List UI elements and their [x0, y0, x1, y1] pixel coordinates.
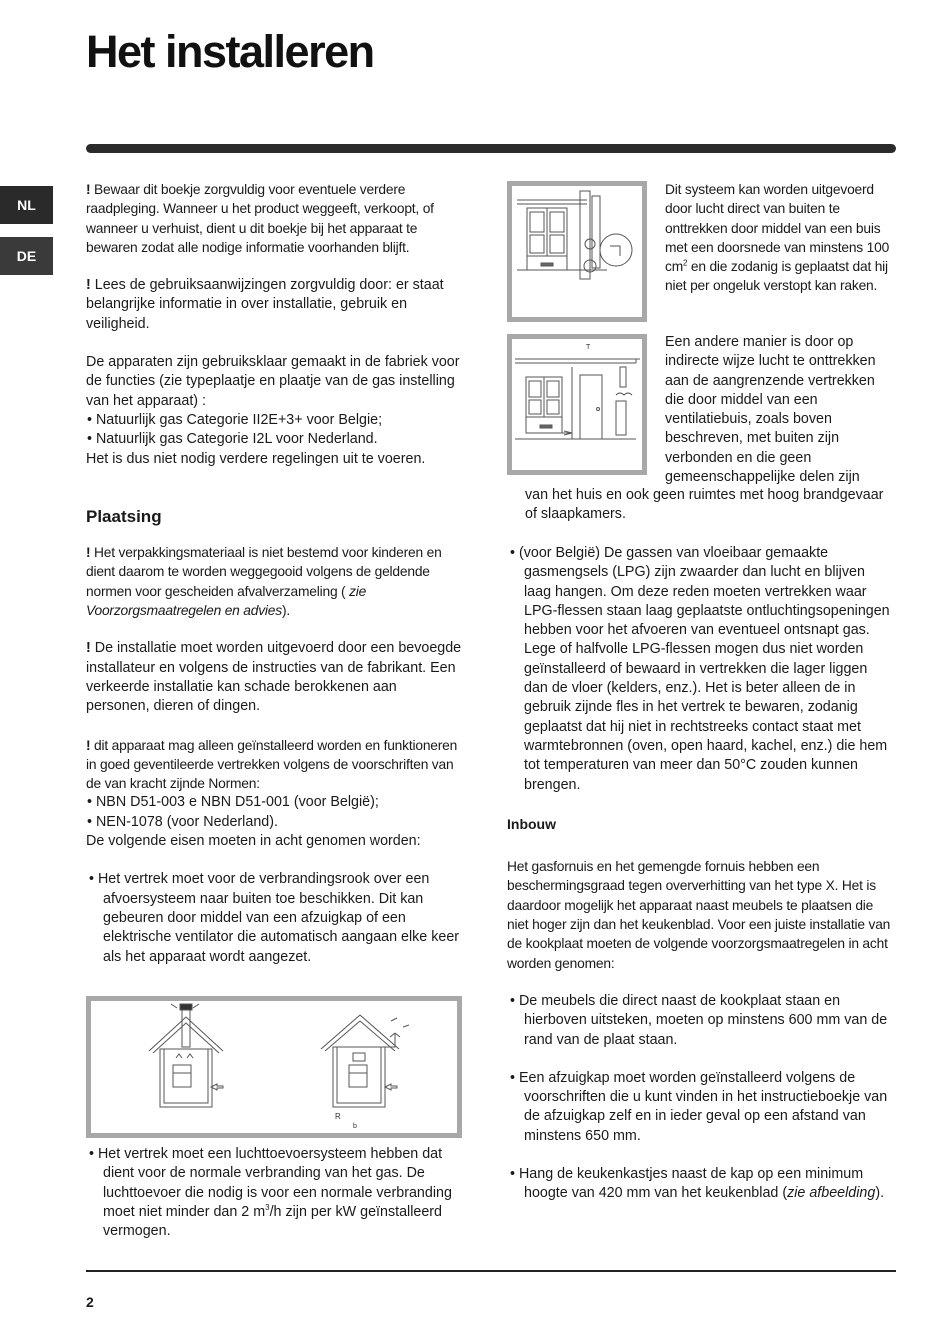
title-rule: [86, 144, 896, 153]
warning-ventilation: ! dit apparaat mag alleen geïnstalleerd worden en funktioneren in goed geventileerde vertrekken volgens de voorschriften van de van kracht zijnde Normen:: [86, 737, 458, 792]
warning-installer: ! De installatie moet worden uitgevoerd door een bevoegde installateur en volgens de instructies van de fabrikant. Een verkeerde installatie kan schade berokkenen aan personen, dieren of dingen.: [86, 640, 462, 715]
bullet-air-supply: • Het vertrek moet een luchttoevoersysteem hebben dat dient voor de normale verbranding van het gas. De luchttoevoer die nodig is voor een normale verbranding moet niet minder dan 2 $m^3/h$ zijn per kW geïnstalleerd vermogen.: [89, 1146, 452, 1240]
bullet-lpg: • (voor België) De gassen van vloeibaar gemaakte gasmengsels (LPG) zijn zwaarder dan lucht en blijven laag hangen. Om deze reden moeten vertrekken waar LPG-flessen staan laag geplaatste ontluchtingsopeningen hebben voor het afvoeren van eventueel ontsnapt gas. Lege of halfvolle LPG-flessen mogen dus niet worden geïnstalleerd of bewaard in vertrekken die lager liggen dan de vloer (kelders, enz.). Het is beter alleen de in gebruik zijnde fles in het vertrek te bewaren, zodanig geplaatst dat hij niet in rechtstreeks contact staat met warmtebronnen (oven, open haard, kachel, enz.) die hem tot temperaturen van meer dan 50°C zouden kunnen brengen.: [510, 545, 890, 793]
bullet-exhaust: • Het vertrek moet voor de verbrandingsrook over een afvoersysteem naar buiten toe beschikken. Dit kan gebeuren door middel van een afzuigkap of een elektrische ventilator die automatisch aangaan elke keer als het apparaat wordt aangezet.: [89, 871, 460, 965]
bullet-cabinets: • Hang de keukenkastjes naast de kap op een minimum hoogte van 420 mm van het keukenblad (zie afbeelding).: [510, 1166, 885, 1202]
requirements-intro: De volgende eisen moeten in acht genomen worden:: [86, 833, 421, 850]
norm-list-item: • NEN-1078 (voor Nederland).: [87, 813, 278, 830]
direct-air-illustration: [512, 186, 642, 317]
indirect-air-illustration: [512, 339, 642, 470]
page-title: Het installeren: [86, 26, 374, 77]
gas-intro: De apparaten zijn gebruiksklaar gemaakt in de fabriek voor de functies (zie typeplaatje en plaatje van de gas instelling van het apparaat) :: [86, 354, 460, 409]
right-column-body: [507, 544, 895, 1204]
figure-label-r: R: [335, 1112, 341, 1121]
warning-read-instructions: ! Lees de gebruiksaanwijzingen zorgvuldig door: er staat belangrijke informatie in over installatie, gebruik en veiligheid.: [86, 277, 444, 332]
section-heading-inbouw: Inbouw: [507, 815, 556, 832]
indirect-air-text: Een andere manier is door op indirecte wijze lucht te onttrekken aan de aangrenzende vertrekken die door middel van een ventilatiebuis, zoals boven beschreven, met buiten zijn verbonden en die geen gemeenschappelijke delen zijn: [665, 334, 876, 486]
footer-rule: [86, 1270, 896, 1272]
houses-illustration: [91, 1001, 457, 1133]
bullet-furniture: • De meubels die direct naast de kookplaat staan en hierboven uitsteken, moeten op minstens 600 mm van de rand van de plaat staan.: [510, 992, 888, 1048]
indirect-air-figure: [507, 334, 647, 475]
indirect-air-text-cont: van het huis en ook geen ruimtes met hoog brandgevaar of slaapkamers.: [525, 487, 884, 523]
warning-keep-booklet: ! Bewaar dit boekje zorgvuldig voor eventuele verdere raadpleging. Wanneer u het product weggeeft, verkoopt, of wanneer u verhuist, dient u dit boekje bij het apparaat te bewaren zodat alle nodige informatie voorhanden blijft.: [86, 182, 434, 255]
left-column-bottom: [86, 1145, 464, 1241]
gas-end: Het is dus niet nodig verdere regelingen uit te voeren.: [86, 450, 426, 467]
lang-tab-de[interactable]: DE: [0, 237, 53, 275]
gas-list-item: • Natuurlijk gas Categorie I2L voor Nederland.: [87, 431, 378, 448]
left-column: [86, 180, 464, 967]
figure-label-t: T: [586, 344, 591, 351]
lang-tab-nl[interactable]: NL: [0, 186, 53, 224]
figure-label-b: b: [353, 1123, 357, 1130]
bullet-hood: • Een afzuigkap moet worden geïnstalleerd volgens de voorschriften die u kunt vinden in het instructieboekje van de afzuigkap zelf en in ieder geval op een afstand van minstens 650 mm.: [510, 1069, 888, 1144]
section-heading-plaatsing: Plaatsing: [86, 506, 162, 526]
direct-air-figure: [507, 181, 647, 322]
exhaust-figure: [86, 996, 462, 1138]
direct-air-text: Dit systeem kan worden uitgevoerd door lucht direct van buiten te onttrekken door middel van een buis met een doorsnede van minstens 100 $cm^2$ en die zodanig is geplaatst dat hij niet per ongeluk verstopt kan raken.: [665, 182, 890, 294]
inbouw-paragraph: Het gasfornuis en het gemengde fornuis hebben een beschermingsgraad tegen oververhitting van het type X. Het is daardoor mogelijk het apparaat naast meubels te plaatsen die niet hoger zijn dan het keukenblad. Voor een juiste installatie van de kookplaat moeten de volgende voorzorgsmaatregelen in acht worden genomen:: [507, 859, 891, 971]
page-number: 2: [86, 1294, 94, 1310]
norm-list-item: • NBN D51-003 e NBN D51-001 (voor België);: [87, 794, 379, 811]
warning-packaging: ! Het verpakkingsmateriaal is niet bestemd voor kinderen en dient daarom te worden weggegooid volgens de geldende normen voor gescheiden afvalverzameling ( zie Voorzorgsmaatregelen en advies).: [86, 545, 442, 619]
gas-list-item: • Natuurlijk gas Categorie II2E+3+ voor Belgie;: [87, 411, 383, 428]
